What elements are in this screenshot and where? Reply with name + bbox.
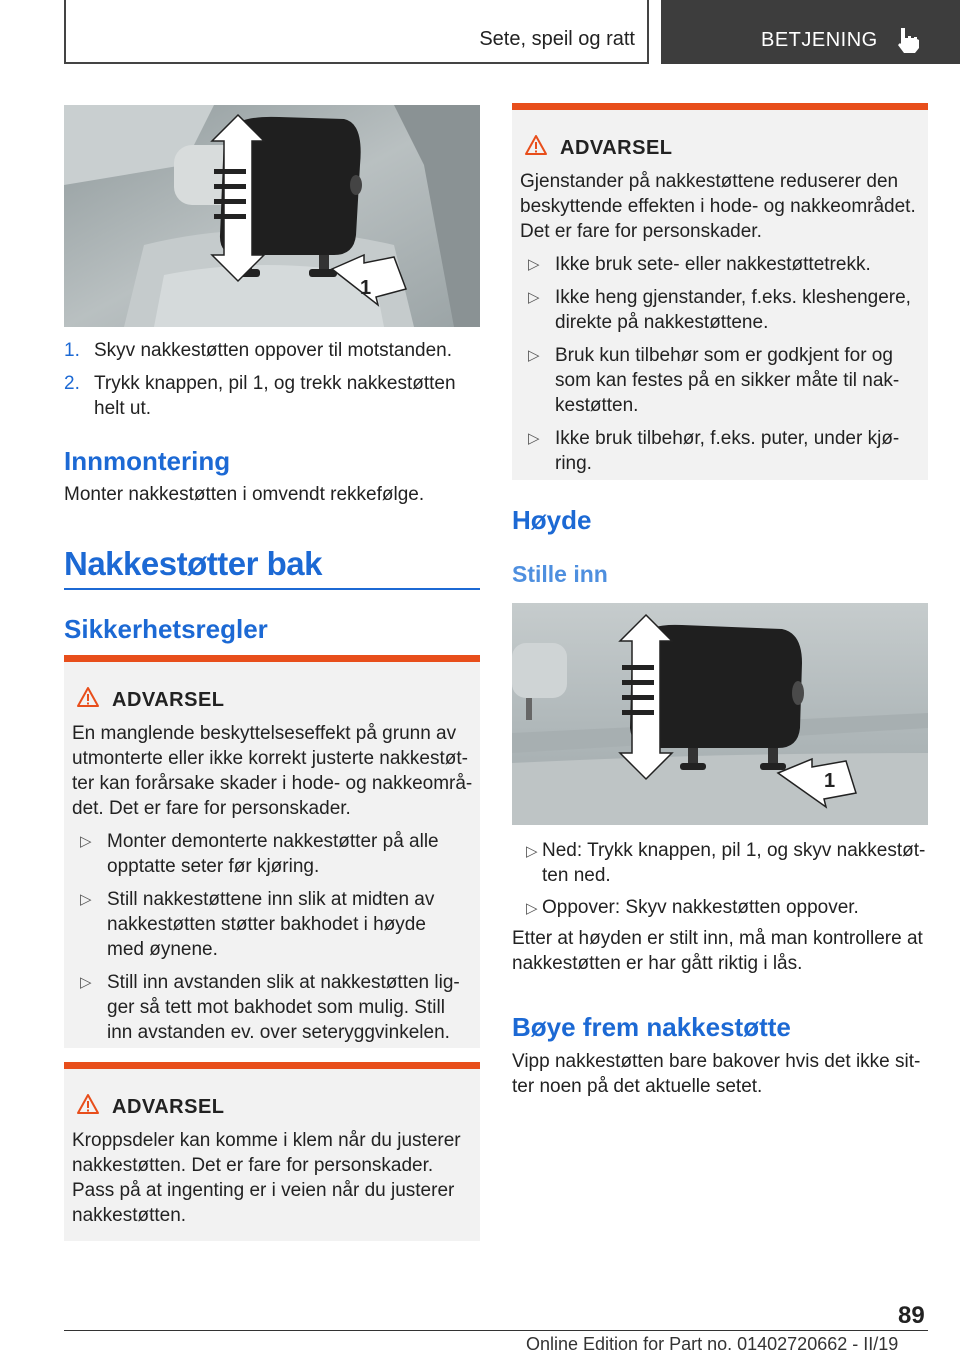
footer-edition: Online Edition for Part no. 01402720662 - II/19	[526, 1334, 899, 1354]
warning-bullet-text: Still inn avstanden slik at nakkestøtten lig‐	[107, 972, 460, 993]
bullet-text: Oppover: Skyv nakkestøtten oppover.	[542, 897, 859, 918]
warning-box	[512, 103, 928, 480]
warning-bullet-text: opptatte seter før kjøring.	[107, 856, 320, 877]
triangle-bullet-icon: ▷	[528, 430, 540, 447]
body-text: ter noen på det aktuelle setet.	[512, 1076, 763, 1097]
body-text: Etter at høyden er stilt inn, må man kontrollere at	[512, 928, 923, 949]
warning-bullet-text: nakkestøtten støtter bakhodet i høyde	[107, 914, 426, 935]
warning-bullet-text: som kan festes på en sikker måte til nak‐	[555, 370, 900, 391]
warning-box	[64, 1062, 480, 1241]
innmontering-heading: Innmontering	[64, 446, 231, 476]
step-text: Trykk knappen, pil 1, og trekk nakkestøtten	[94, 373, 456, 394]
warning-text: Det er fare for personskader.	[520, 221, 762, 242]
heading-rule	[64, 588, 480, 590]
step-text: helt ut.	[94, 398, 152, 419]
footer-rule	[64, 1330, 928, 1331]
warning-bullet-text: Ikke heng gjenstander, f.eks. kleshengere,	[555, 287, 911, 308]
warning-title: ADVARSEL	[112, 689, 225, 711]
warning-text: beskyttende effekten i hode- og nakkeområdet.	[520, 196, 916, 217]
triangle-bullet-icon: ▷	[80, 891, 92, 908]
headrest-front-figure	[64, 105, 480, 327]
warning-bullet-text: Monter demonterte nakkestøtter på alle	[107, 831, 439, 852]
headrest-rear-illustration	[512, 603, 928, 825]
warning-text: Pass på at ingenting er i veien når du justerer	[72, 1180, 455, 1201]
warning-bullet-text: med øynene.	[107, 939, 218, 960]
pointing-hand-icon	[895, 26, 921, 54]
innmontering-text: Monter nakkestøtten i omvendt rekkefølge.	[64, 484, 425, 505]
warning-title: ADVARSEL	[560, 137, 673, 159]
warning-bullet-text: ring.	[555, 453, 592, 474]
main-heading: Nakkestøtter bak	[64, 545, 322, 582]
warning-bullet-text: Ikke bruk sete- eller nakkestøttetrekk.	[555, 254, 871, 275]
warning-bullet-text: direkte på nakkestøttene.	[555, 312, 769, 333]
warning-text: det. Det er fare for personskader.	[72, 798, 351, 819]
boye-heading: Bøye frem nakkestøtte	[512, 1012, 791, 1042]
headrest-rear-figure	[512, 603, 928, 825]
header-chapter-title: BETJENING	[761, 29, 878, 51]
warning-triangle-icon	[76, 686, 100, 708]
triangle-bullet-icon: ▷	[526, 900, 538, 917]
warning-text: En manglende beskyttelseseffekt på grunn av	[72, 723, 457, 744]
header-section-title: Sete, speil og ratt	[479, 28, 635, 50]
triangle-bullet-icon: ▷	[80, 833, 92, 850]
warning-box	[64, 655, 480, 1048]
hoyde-heading: Høyde	[512, 505, 592, 535]
step-number: 1.	[64, 340, 80, 361]
body-text: nakkestøtten er har gått riktig i lås.	[512, 953, 803, 974]
stille-inn-heading: Stille inn	[512, 561, 608, 587]
sub-heading: Sikkerhetsregler	[64, 614, 268, 644]
warning-text: nakkestøtten. Det er fare for personskader.	[72, 1155, 434, 1176]
figure-callout-label: 1	[824, 770, 836, 792]
figure-callout-label: 1	[360, 277, 372, 299]
warning-bullet-text: Ikke bruk tilbehør, f.eks. puter, under kjø‐	[555, 428, 900, 449]
triangle-bullet-icon: ▷	[528, 256, 540, 273]
header-section-box	[64, 0, 649, 64]
triangle-bullet-icon: ▷	[526, 843, 538, 860]
warning-text: utmonterte eller ikke korrekt justerte nakkestøt‐	[72, 748, 468, 769]
header-chapter-box	[661, 0, 960, 64]
warning-bullet-text: Bruk kun tilbehør som er godkjent for og	[555, 345, 893, 366]
warning-bullet-text: Still nakkestøttene inn slik at midten av	[107, 889, 435, 910]
warning-bullet-text: ger så tett mot bakhodet som mulig. Still	[107, 997, 445, 1018]
page-number: 89	[898, 1302, 925, 1329]
triangle-bullet-icon: ▷	[80, 974, 92, 991]
headrest-front-illustration	[64, 105, 480, 327]
step-number: 2.	[64, 373, 80, 394]
warning-text: Kroppsdeler kan komme i klem når du justerer	[72, 1130, 461, 1151]
warning-bullet-text: kestøtten.	[555, 395, 639, 416]
warning-bullet-text: inn avstanden ev. over seteryggvinkelen.	[107, 1022, 450, 1043]
body-text: Vipp nakkestøtten bare bakover hvis det ikke sit‐	[512, 1051, 921, 1072]
warning-title: ADVARSEL	[112, 1096, 225, 1118]
warning-text: ter kan forårsake skader i hode- og nakkeområ‐	[72, 773, 473, 794]
bullet-text: Ned: Trykk knappen, pil 1, og skyv nakkestøt‐	[542, 840, 926, 861]
warning-text: nakkestøtten.	[72, 1205, 187, 1226]
step-text: Skyv nakkestøtten oppover til motstanden.	[94, 340, 453, 361]
warning-triangle-icon	[524, 134, 548, 156]
bullet-text: ten ned.	[542, 865, 611, 886]
warning-triangle-icon	[76, 1093, 100, 1115]
triangle-bullet-icon: ▷	[528, 347, 540, 364]
warning-text: Gjenstander på nakkestøttene reduserer den	[520, 171, 899, 192]
triangle-bullet-icon: ▷	[528, 289, 540, 306]
